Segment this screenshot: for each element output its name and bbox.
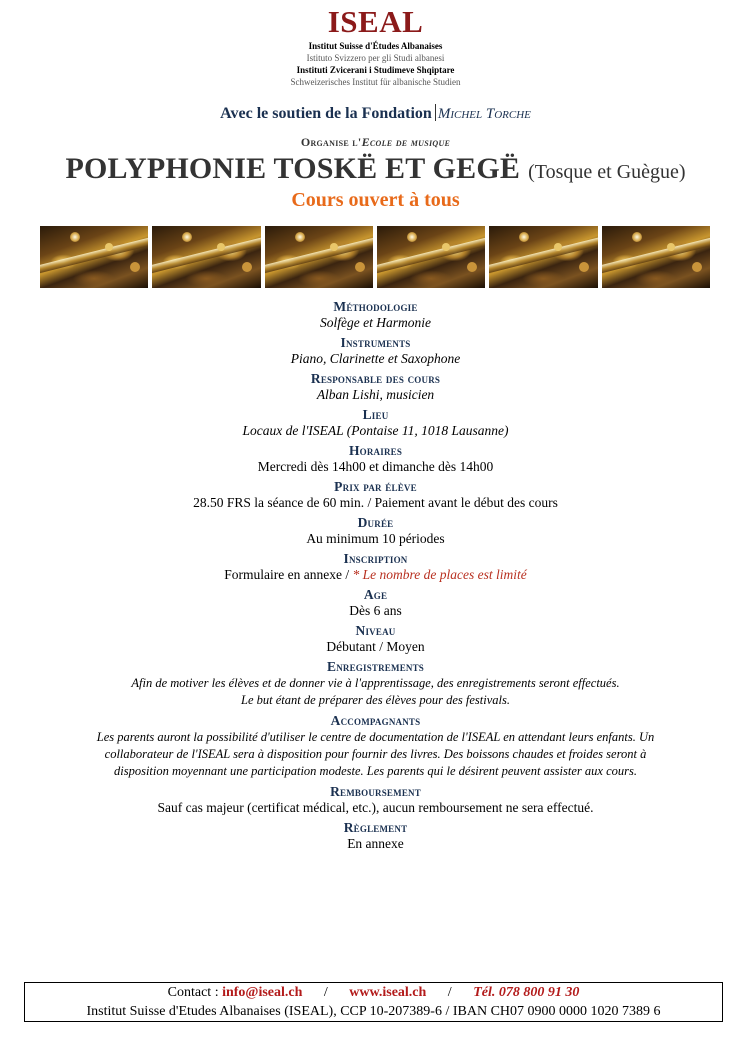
sponsor-line	[0, 104, 751, 123]
section-responsable	[0, 370, 751, 403]
course-title	[0, 152, 751, 186]
section-lieu	[0, 406, 751, 439]
saxophone-photo	[152, 226, 260, 288]
section-paragraph	[0, 729, 751, 780]
section-value: 28.50 FRS la séance de 60 min. / Paiement avant le début des cours	[193, 495, 558, 510]
section-value: En annexe	[347, 836, 404, 851]
section-value: Alban Lishi, musicien	[316, 387, 435, 402]
section-heading: Remboursement	[330, 784, 421, 799]
institute-name-it: Istituto Svizzero per gli Studi albanesi	[306, 53, 445, 63]
phone-number[interactable]: Tél. 078 800 91 30	[473, 985, 580, 1000]
section-heading: Méthodologie	[333, 299, 418, 314]
section-duree	[0, 514, 751, 547]
section-heading: Responsable des cours	[310, 371, 441, 386]
section-heading: Règlement	[343, 820, 408, 835]
section-value: Dès 6 ans	[349, 603, 402, 618]
sponsor-prefix: Avec le soutien de la Fondation	[220, 105, 432, 122]
places-limited-note: * Le nombre de places est limité	[352, 567, 527, 582]
saxophone-photo	[265, 226, 373, 288]
section-enregistrements	[0, 658, 751, 709]
section-horaires	[0, 442, 751, 475]
separator: /	[323, 985, 328, 1000]
section-value: Locaux de l'ISEAL (Pontaise 11, 1018 Lausanne)	[242, 423, 509, 438]
inscription-text: Formulaire en annexe /	[224, 567, 353, 582]
sponsor-name: Michel Torche	[437, 106, 531, 122]
contact-line	[25, 983, 722, 1003]
section-prix	[0, 478, 751, 511]
section-value: Au minimum 10 périodes	[306, 531, 445, 546]
section-heading: Age	[363, 587, 388, 602]
organise-prefix: Organise l'	[300, 135, 362, 149]
bank-details: Institut Suisse d'Etudes Albanaises (ISEAL), CCP 10-207389-6 / IBAN CH07 0900 0000 1020 7389 6	[86, 1004, 661, 1019]
section-instruments	[0, 334, 751, 367]
section-age	[0, 586, 751, 619]
organise-line	[0, 135, 751, 150]
section-heading: Prix par élève	[334, 479, 417, 494]
saxophone-photo	[377, 226, 485, 288]
course-details	[0, 298, 751, 855]
paragraph-line: Les parents auront la possibilité d'utiliser le centre de documentation de l'ISEAL en attendant leurs enfants. Un	[96, 730, 655, 744]
paragraph-line: Afin de motiver les élèves et de donner vie à l'apprentissage, des enregistrements seront effectués.	[131, 676, 620, 690]
saxophone-photo	[489, 226, 597, 288]
section-inscription	[0, 550, 751, 583]
section-heading: Inscription	[343, 551, 408, 566]
title-main: POLYPHONIE TOSKË ET GEGË	[65, 152, 521, 185]
section-heading: Horaires	[348, 443, 403, 458]
text-cursor	[435, 104, 436, 121]
title-sub: (Tosque et Guègue)	[528, 161, 686, 183]
section-heading: Durée	[357, 515, 394, 530]
section-value: Solfège et Harmonie	[320, 315, 431, 330]
institute-name-fr: Institut Suisse d'Études Albanaises	[308, 41, 443, 51]
section-value: Débutant / Moyen	[326, 639, 425, 654]
website-link[interactable]: www.iseal.ch	[349, 985, 427, 1000]
section-value: Piano, Clarinette et Saxophone	[290, 351, 461, 366]
section-paragraph	[0, 675, 751, 709]
paragraph-line: disposition moyennant une participation modeste. Les parents qui le désirent peuvent assister aux cours.	[114, 764, 637, 778]
section-value: Sauf cas majeur (certificat médical, etc.), aucun remboursement ne sera effectué.	[157, 800, 594, 815]
section-heading: Lieu	[362, 407, 389, 422]
section-niveau	[0, 622, 751, 655]
section-value	[0, 567, 751, 583]
section-heading: Accompagnants	[330, 713, 421, 728]
section-value: Mercredi dès 14h00 et dimanche dès 14h00	[257, 459, 494, 474]
iseal-logo: ISEAL	[327, 4, 424, 39]
saxophone-photo-strip	[40, 226, 710, 288]
section-heading: Niveau	[355, 623, 396, 638]
paragraph-line: collaborateur de l'ISEAL sera à disposition pour fournir des livres. Des boissons chaudes et froides seront à	[104, 747, 647, 761]
section-reglement	[0, 819, 751, 852]
section-heading: Instruments	[340, 335, 411, 350]
section-heading: Enregistrements	[326, 659, 425, 674]
section-remboursement	[0, 783, 751, 816]
institute-name-de: Schweizerisches Institut für albanische Studien	[290, 77, 461, 87]
open-course-label: Cours ouvert à tous	[291, 189, 460, 211]
school-name: Ecole de musique	[361, 135, 451, 149]
section-methodologie	[0, 298, 751, 331]
saxophone-photo	[40, 226, 148, 288]
saxophone-photo	[602, 226, 710, 288]
separator: /	[447, 985, 452, 1000]
institute-name-sq: Instituti Zvicerani i Studimeve Shqiptare	[296, 65, 455, 75]
contact-label: Contact :	[167, 985, 219, 1000]
section-accompagnants	[0, 712, 751, 780]
contact-footer	[24, 982, 723, 1022]
email-link[interactable]: info@iseal.ch	[222, 985, 303, 1000]
paragraph-line: Le but étant de préparer des élèves pour des festivals.	[241, 693, 510, 707]
